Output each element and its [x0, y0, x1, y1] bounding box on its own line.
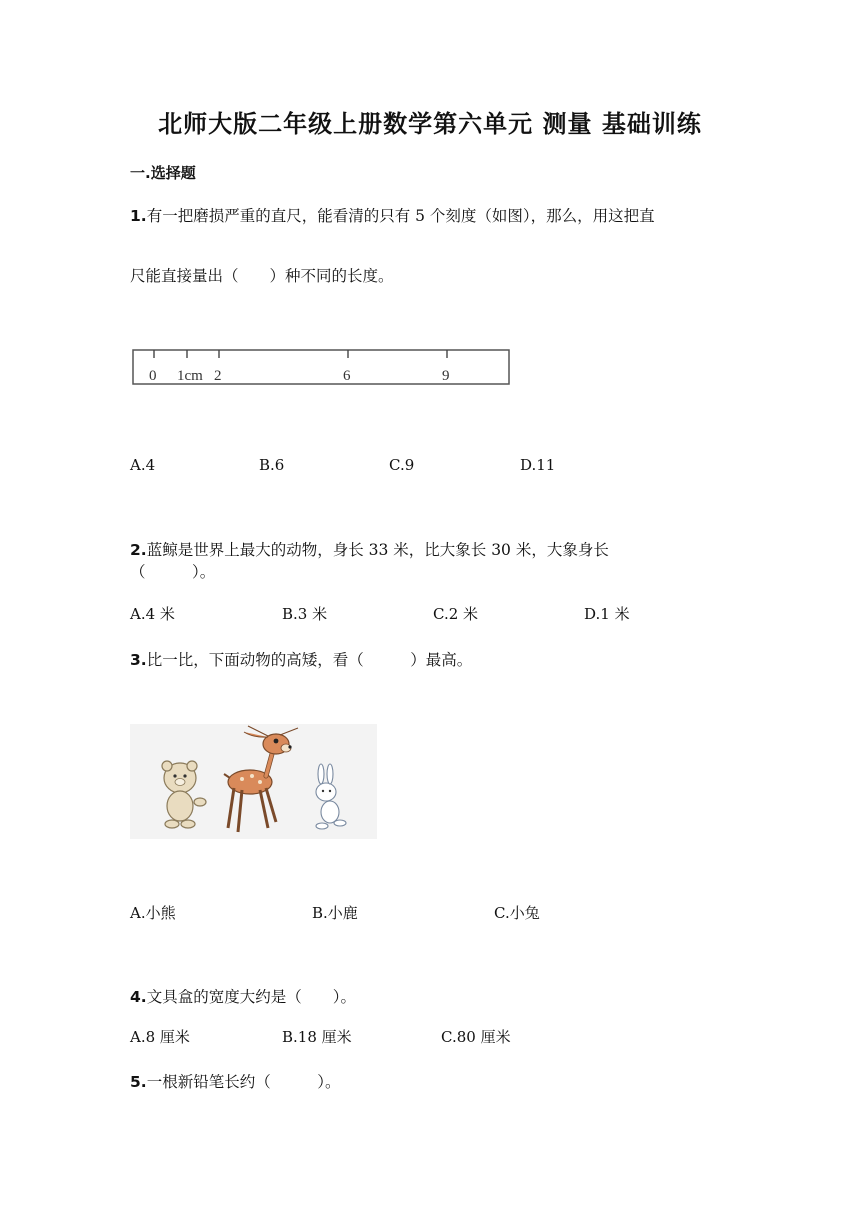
- q2-option-c[interactable]: C.2 米: [433, 605, 479, 623]
- q1-option-a[interactable]: A.4: [130, 456, 156, 474]
- q1-option-d[interactable]: D.11: [520, 456, 556, 474]
- page-title: 北师大版二年级上册数学第六单元 测量 基础训练: [158, 110, 702, 138]
- question-1-text: 有一把磨损严重的直尺，能看清的只有 5 个刻度（如图），那么，用这把直: [146, 207, 655, 225]
- deer-icon: [224, 726, 298, 832]
- animals-illustration: [130, 724, 377, 839]
- ruler-image: [130, 340, 512, 396]
- animals-picture: [130, 724, 377, 839]
- q3-option-b[interactable]: B.小鹿: [312, 904, 358, 922]
- q3-option-a[interactable]: A.小熊: [130, 904, 176, 922]
- question-5-number: 5.: [130, 1073, 147, 1091]
- question-5-line-1: [130, 1070, 340, 1092]
- question-2-line-2: （ ）。: [130, 563, 216, 581]
- q1-option-b[interactable]: B.6: [259, 456, 285, 474]
- question-3-text: 比一比，下面动物的高矮，看（ ）最高。: [146, 651, 473, 669]
- question-1-line-2: 尺能直接量出（ ）种不同的长度。: [130, 267, 394, 285]
- q4-option-a[interactable]: A.8 厘米: [130, 1028, 190, 1046]
- question-2-text: 蓝鲸是世界上最大的动物，身长 33 米，比大象长 30 米，大象身长: [146, 541, 609, 559]
- question-1-number: 1.: [130, 207, 147, 225]
- section-heading: 一.选择题: [130, 164, 196, 182]
- q3-option-c[interactable]: C.小兔: [494, 904, 540, 922]
- q1-option-c[interactable]: C.9: [389, 456, 415, 474]
- ruler-label-1cm: 1cm: [177, 368, 203, 384]
- question-3-line-1: [130, 648, 472, 670]
- q2-option-a[interactable]: A.4 米: [130, 605, 175, 623]
- ruler-label-0: 0: [149, 368, 157, 384]
- question-2-line-1: [130, 538, 609, 560]
- question-5-text: 一根新铅笔长约（ ）。: [146, 1073, 341, 1091]
- question-4-line-1: [130, 985, 356, 1007]
- ruler-label-2: 2: [214, 368, 222, 384]
- question-3-number: 3.: [130, 651, 147, 669]
- rabbit-icon: [316, 764, 346, 829]
- q4-option-b[interactable]: B.18 厘米: [282, 1028, 352, 1046]
- q2-option-d[interactable]: D.1 米: [584, 605, 630, 623]
- q4-option-c[interactable]: C.80 厘米: [441, 1028, 511, 1046]
- ruler-label-9: 9: [442, 368, 450, 384]
- question-2-number: 2.: [130, 541, 147, 559]
- ruler-label-6: 6: [343, 368, 351, 384]
- ruler-figure: [130, 340, 512, 396]
- bear-icon: [162, 761, 206, 828]
- q2-option-b[interactable]: B.3 米: [282, 605, 328, 623]
- question-4-number: 4.: [130, 988, 147, 1006]
- question-1-line-1: [130, 204, 655, 226]
- question-4-text: 文具盒的宽度大约是（ ）。: [146, 988, 356, 1006]
